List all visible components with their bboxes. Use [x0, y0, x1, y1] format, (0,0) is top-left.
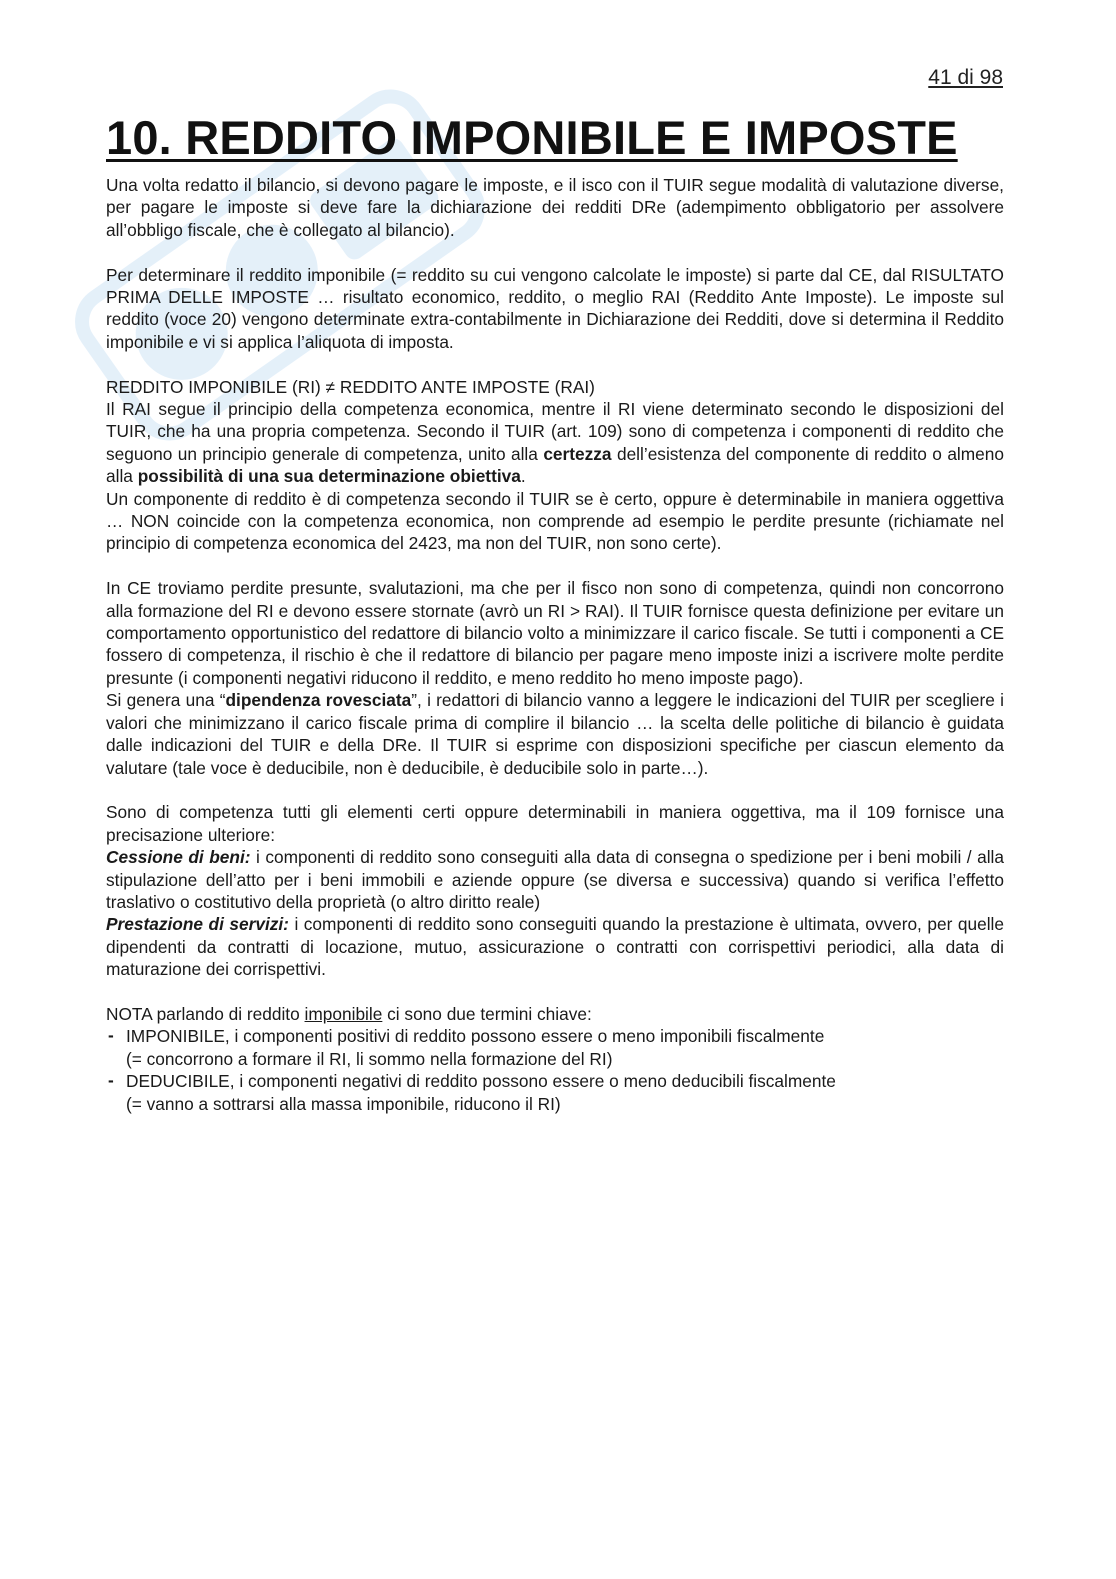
label-prestazione-servizi: Prestazione di servizi:: [106, 914, 289, 935]
paragraph-dipendenza-rovesciata: [106, 689, 1004, 779]
text-run: ”, i redattori di bilancio vanno a leggere le indicazioni del TUIR per scegliere i valori che minimizzano il carico fiscale prima di complire il bilancio … la scelta delle politiche di bilancio è guidata dalle indicazioni del TUIR e della DRe. Il TUIR si esprime con disposizioni specifiche per ciascun elemento da valutare (tale voce è deducibile, non è deducibile, è deducibile solo in parte…).: [106, 690, 1004, 778]
text-run: i componenti di reddito sono conseguiti quando la prestazione è ultimata, ovvero, per quelle dipendenti da contratti di locazione, mutuo, assicurazione o contratti con corrispettivi periodici, alla data di maturazione dei corrispettivi.: [106, 914, 1004, 980]
paragraph-ri-rai: [106, 398, 1004, 488]
page-number: 41 di 98: [928, 66, 1003, 89]
paragraph-competenza-tuir: Un componente di reddito è di competenza secondo il TUIR se è certo, oppure è determinabile in maniera oggettiva … NON coincide con la competenza economica, non comprende ad esempio le perdite presunte (richiamate nel principio di competenza economica del 2423, ma non del TUIR, non sono certe).: [106, 488, 1004, 554]
section-heading: 10. REDDITO IMPONIBILE E IMPOSTE: [106, 111, 958, 164]
paragraph-reddito-imponibile: Per determinare il reddito imponibile (= reddito su cui vengono calcolate le imposte) si parte dal CE, dal RISULTATO PRIMA DELLE IMPOSTE … risultato economico, reddito, o meglio RAI (Reddito Ante Imposte). Le imposte sul reddito (voce 20) vengono determinate extra-contabilmente in Dichiarazione dei Redditi, dove si determina il Reddito imponibile e vi si applica l’aliquota di imposta.: [106, 264, 1004, 352]
text-run: NOTA parlando di reddito: [106, 1003, 305, 1024]
text-run: .: [520, 466, 526, 487]
paragraph-intro: Una volta redatto il bilancio, si devono pagare le imposte, e il isco con il TUIR segue modalità di valutazione diverse, per pagare le imposte si deve fare la dichiarazione dei redditi DRe (adempimento obbligatorio per assolvere all’obbligo fiscale, che è collegato al bilancio).: [106, 175, 1004, 240]
paragraph-ri-rai-title: REDDITO IMPONIBILE (RI) ≠ REDDITO ANTE IMPOSTE (RAI): [106, 376, 595, 397]
document-body: [106, 108, 1004, 1115]
text-run: dell’esistenza del componente di reddito o almeno alla: [106, 443, 1004, 487]
emphasis-dipendenza: dipendenza rovesciata: [225, 690, 412, 711]
list-item-line: (= concorrono a formare il RI, li sommo nella formazione del RI): [126, 1048, 613, 1069]
list-item-line: - DEDUCIBILE, i componenti negativi di reddito possono essere o meno deducibili fiscalmente: [126, 1071, 836, 1092]
paragraph-precisazione: Sono di competenza tutti gli elementi certi oppure determinabili in maniera oggettiva, ma il 109 fornisce una precisazione ulteriore:: [106, 802, 1004, 845]
emphasis-determinazione: possibilità di una sua determinazione obiettiva: [137, 466, 521, 487]
list-item: [106, 1025, 1004, 1070]
paragraph-perdite-presunte: In CE troviamo perdite presunte, svalutazioni, ma che per il fisco non sono di competenza, quindi non concorrono alla formazione del RI e devono essere stornate (avrò un RI > RAI). Il TUIR fornisce questa definizione per evitare un comportamento opportunistico del redattore di bilancio volto a minimizzare il carico fiscale. Se tutti i componenti a CE fossero di competenza, il rischio è che il redattore di bilancio per pagare meno imposte inizi a iscrivere molte perdite presunte (i componenti negativi riducono il reddito, e meno reddito ho meno imposte pago).: [106, 578, 1004, 688]
underlined-imponibile: imponibile: [304, 1003, 383, 1024]
key-terms-list: [106, 1025, 1004, 1115]
list-item: [106, 1070, 1004, 1115]
paragraph-nota: [106, 1003, 1004, 1025]
label-cessione-beni: Cessione di beni:: [106, 847, 251, 868]
list-item-line: (= vanno a sottrarsi alla massa imponibile, riducono il RI): [126, 1093, 561, 1114]
text-run: ci sono due termini chiave:: [382, 1003, 592, 1024]
emphasis-certezza: certezza: [543, 443, 612, 464]
text-run: Il RAI segue il principio della competenza economica, mentre il RI viene determinato secondo le disposizioni del TUIR, che ha una propria competenza. Secondo il TUIR (art. 109) sono di competenza i componenti di reddito che seguono un principio generale di competenza, unito alla: [106, 399, 1004, 464]
text-run: i componenti di reddito sono conseguiti alla data di consegna o spedizione per i beni mobili / alla stipulazione dell’atto per i beni immobili e aziende oppure (se diversa e successiva) quando si verifica l’effetto traslativo o costitutivo della proprietà (o altro diritto reale): [106, 847, 1005, 912]
paragraph-cessione-beni: [106, 846, 1004, 913]
list-item-line: - IMPONIBILE, i componenti positivi di reddito possono essere o meno imponibili fiscalmente: [126, 1026, 825, 1047]
text-run: Si genera una “: [106, 690, 226, 711]
paragraph-prestazione-servizi: [106, 913, 1004, 980]
